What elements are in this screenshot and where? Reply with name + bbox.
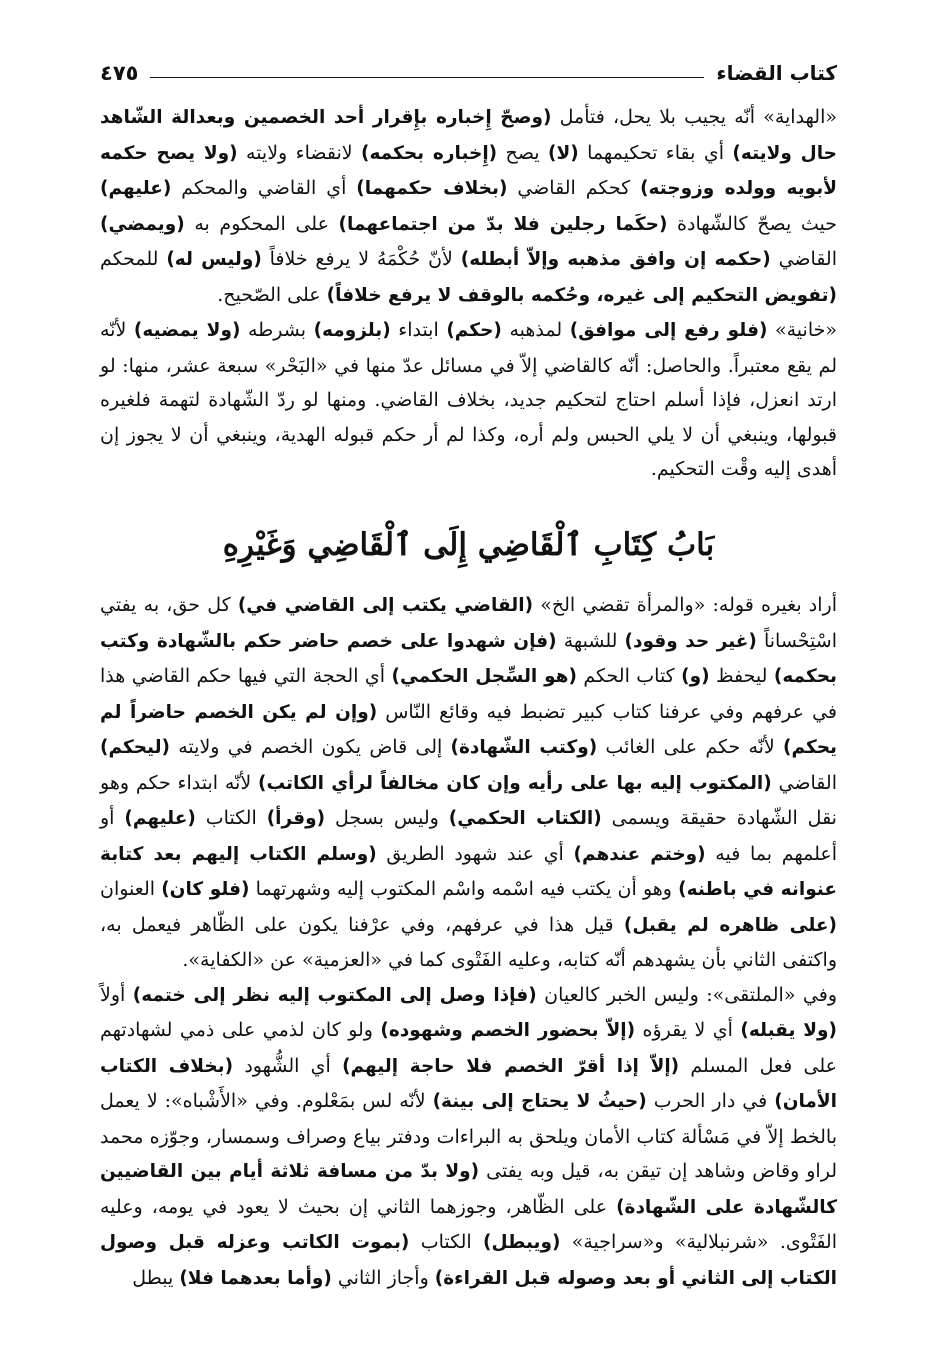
header-rule: [150, 77, 704, 78]
commentary-text: العنوان: [100, 878, 162, 900]
bold-matn-text: (فإذا وصل إلى المكتوب إليه نظر إلى ختمه): [132, 984, 537, 1006]
bold-matn-text: (عليهم): [100, 178, 172, 199]
paragraph: [100, 100, 837, 313]
section-1-text: [100, 100, 837, 487]
bold-matn-text: (بموت الكاتب وعزله قبل وصول الكتاب إلى الثاني أو بعد وصوله قبل القراءة): [100, 1232, 837, 1289]
bold-matn-text: (المكتوب إليه بها على رأيه وإن كان مخالفاً لرأي الكاتب): [258, 772, 772, 794]
bold-matn-text: (بخلاف حكمهما): [356, 178, 508, 199]
bold-matn-text: (وليس له): [166, 249, 262, 270]
commentary-text: الكتاب: [195, 807, 267, 829]
commentary-text: للشبهة: [556, 629, 625, 652]
bold-matn-text: (فلو كان): [161, 879, 250, 900]
paragraph: [100, 978, 837, 1297]
bold-matn-text: (فإن شهدوا على خصم حاضر حكم بالشّهادة وكتب بحكمه): [100, 630, 837, 687]
commentary-text: أي الحجة التي فيها حكم القاضي هذا في عرفهم وفي عرفنا كتاب كبير تضبط فيه وقائع النّاس: [100, 665, 837, 723]
commentary-text: «خانية»: [767, 319, 837, 341]
bold-matn-text: (ويبطل): [482, 1232, 561, 1253]
commentary-text: ليحفظ: [709, 665, 774, 687]
bold-matn-text: (ولا يمضيه): [133, 320, 241, 341]
bold-matn-text: (ولا بدّ من مسافة ثلاثة أيام بين القاضيين كالشّهادة على الشّهادة): [100, 1161, 837, 1218]
commentary-text: قيل هذا في عرفهم، وفي عرْفنا يكون على الظّاهر فيعمل به، واكتفى الثاني بأن يشهدهم أنّه كتابه، وعليه الفَتْوى كما في «العزمية» عن «الكفاية».: [100, 913, 837, 971]
commentary-text: في دار الحرب: [646, 1090, 775, 1112]
bold-matn-text: (وكتب الشّهادة): [450, 737, 598, 758]
commentary-text: يصح: [497, 141, 548, 164]
page-header: [100, 58, 837, 88]
bold-matn-text: (القاضي يكتب إلى القاضي في): [237, 595, 534, 616]
bold-matn-text: (على ظاهره لم يقبل): [623, 914, 837, 936]
commentary-text: بشرطه: [240, 319, 314, 341]
commentary-text: لأنّ حُكْمَهُ لا يرفع خلافاً: [261, 248, 461, 270]
commentary-text: لمذهبه: [501, 319, 570, 341]
bold-matn-text: (الكتاب الحكمي): [448, 808, 602, 829]
commentary-text: إلى قاض يكون الخصم في ولايته: [170, 736, 451, 758]
commentary-text: كحكم القاضي: [507, 177, 641, 199]
paragraph: [100, 588, 837, 978]
bold-matn-text: (هو السِّجل الحكمي): [391, 666, 577, 687]
commentary-text: ولو كان لذمي على ذمي لشهادتهم على فعل المسلم: [100, 1019, 837, 1077]
commentary-text: كل حق، به يفتي اسْتِحْساناً: [100, 594, 837, 652]
paragraph: [100, 313, 837, 487]
bold-matn-text: (و): [681, 666, 710, 687]
commentary-text: كتاب الحكم: [576, 665, 682, 687]
section-2-text: [100, 588, 837, 1296]
bold-matn-text: (حكمه إن وافق مذهبه وإلاّ أبطله): [460, 249, 771, 270]
commentary-text: أي لا يقرؤه: [635, 1019, 741, 1041]
commentary-text: على المحكوم به: [184, 212, 339, 235]
commentary-text: وفي «الملتقى»: وليس الخبر كالعيان: [536, 983, 837, 1006]
commentary-text: وليس بسجل: [325, 807, 449, 829]
commentary-text: على الظّاهر، وجوزهما الثاني إن بحيث لا يعود في يومه، وعليه الفَتْوى. «شرنبلالية» و«سراجية»: [100, 1195, 837, 1253]
bold-matn-text: (بخلاف الكتاب الأمان): [100, 1055, 837, 1112]
bold-matn-text: (إِخباره بحكمه): [361, 142, 498, 164]
commentary-text: أي بقاء تحكيمهما: [578, 141, 733, 164]
bold-matn-text: (بلزومه): [313, 320, 391, 341]
commentary-text: لأنّه لس بمَعْلوم. وفي «الأَشْباه»: لا يعمل بالخط إلاّ في مَسْألة كتاب الأمان ويلحق به البراءات ودفتر بياع وصراف وسمسار، وجوّزه محمد لراو وقاض وشاهد إن تيقن به، قيل وبه يفتى: [100, 1090, 837, 1182]
commentary-text: «الهداية» أنّه يجيب بلا يحل، فتأمل: [551, 106, 838, 128]
bold-matn-text: (غير حد وقود): [624, 630, 757, 652]
commentary-text: للمحكم: [100, 248, 167, 270]
commentary-text: القاضي: [771, 771, 837, 794]
bold-matn-text: (حكم): [446, 320, 502, 341]
bold-matn-text: (حكَما رجلين فلا بدّ من اجتماعهما): [338, 213, 668, 235]
bold-matn-text: (تفويض التحكيم إلى غيره، وحُكمه بالوقف لا يرفع خلافاً): [326, 284, 837, 306]
commentary-text: القاضي: [770, 248, 838, 270]
bold-matn-text: (ليحكم): [100, 737, 171, 758]
bold-matn-text: (وأما بعدهما فلا): [179, 1267, 332, 1289]
commentary-text: لأنّه ابتداء حكم وهو نقل الشّهادة حقيقة ويسمى: [100, 771, 837, 829]
commentary-text: أي الشُّهود: [233, 1054, 343, 1077]
bold-matn-text: (إلاّ إذا أقرّ الخصم فلا حاجة إليهم): [342, 1055, 680, 1077]
bold-matn-text: (وصحّ إِخباره بإِقرار أحد الخصمين وبعدالة الشّاهد حال ولايته): [100, 107, 837, 164]
chapter-heading: بَابُ كِتَابِ ٱلْقَاضِي إِلَى ٱلْقَاضِي وَغَيْرِهِ: [222, 527, 715, 563]
running-title: كتاب القضاء: [716, 61, 837, 85]
commentary-text: لأنّه حكم على الغائب: [597, 736, 783, 758]
commentary-text: أراد بغيره قوله: «والمرأة تقضي الخ»: [533, 594, 837, 616]
bold-matn-text: (فلو رفع إلى موافق): [569, 320, 768, 341]
page-number: ٤٧٥: [100, 61, 139, 85]
commentary-text: يبطل: [132, 1266, 180, 1289]
commentary-text: لانقضاء ولايته: [237, 141, 361, 164]
commentary-text: حيث يصحّ كالشّهادة: [667, 212, 837, 235]
bold-matn-text: (لا): [548, 142, 579, 164]
commentary-text: أي القاضي والمحكم: [171, 177, 357, 199]
bold-matn-text: (ولا يصح حكمه لأبويه وولده وزوجته): [100, 142, 837, 199]
commentary-text: أولاً: [100, 983, 133, 1006]
commentary-text: لأنّه لم يقع معتبراً. والحاصل: أنّه كالقاضي إلاّ في مسائل عدّ منها في «البَحْر» سبعة عشر، منها: لو ارتد انعزل، فإذا أسلم احتاج لتحكيم جديد، بخلاف القاضي. ومنها لو ردّ الشّهادة لتهمة فلغيره قبولها، وينبغي أن لا يلي الحبس ولم أره، وكذا لم أر حكم قبوله الهدية، وينبغي أن لا يجوز إن أهدى إليه وقْت التحكيم.: [100, 319, 837, 480]
commentary-text: وهو أن يكتب فيه اسْمه واسْم المكتوب إليه وشهرتهما: [249, 878, 679, 900]
commentary-text: ابتداء: [390, 319, 447, 341]
commentary-text: على الصّحيح.: [217, 283, 327, 306]
bold-matn-text: (وقرأ): [266, 808, 326, 829]
bold-matn-text: (ولا يقبله): [740, 1020, 837, 1041]
bold-matn-text: (إلاّ بحضور الخصم وشهوده): [380, 1020, 636, 1041]
bold-matn-text: (حيثُ لا يحتاج إلى بينة): [432, 1091, 647, 1112]
bold-matn-text: (وسلم الكتاب إليهم بعد كتابة عنوانه في باطنه): [100, 843, 837, 900]
bold-matn-text: (ويمضي): [100, 213, 185, 235]
commentary-text: الكتاب: [409, 1231, 483, 1253]
bold-matn-text: (وختم عندهم): [573, 843, 706, 865]
bold-matn-text: (عليهم): [124, 808, 196, 829]
commentary-text: وأجاز الثاني: [331, 1266, 435, 1289]
commentary-text: أو أعلمهم بما فيه: [100, 807, 837, 865]
commentary-text: أي عند شهود الطريق: [376, 842, 574, 865]
bold-matn-text: (وإن لم يكن الخصم حاضراً لم يحكم): [100, 701, 837, 758]
